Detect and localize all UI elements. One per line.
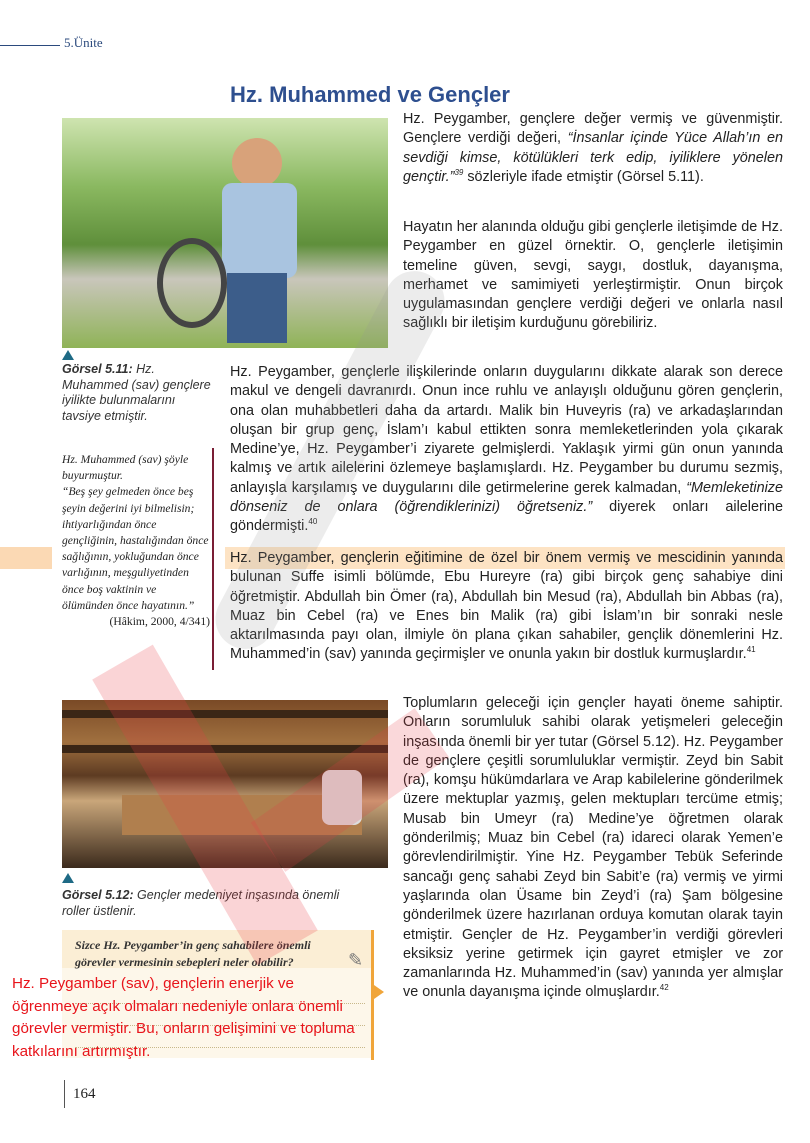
paragraph-4: Hz. Peygamber, gençlerin eğitimine de özel bir önem vermiş ve mescidinin yanında bulunan Suffe isimli bölümde, Ebu Hureyre (ra) gibi birçok genç sahabiye dini öğretmiştir. Abdullah bin Ömer (ra), Abdullah bin Mesud (ra), Abdullah bin Abbas (ra), Muaz bin Cebel (ra) ve Enes bin Malik (ra) gibi İslam’ın bir sonraki nesle aktarılmasında payı olan, ilmiyle ön plana çıkan sahabiler, gençlik dönemlerini Hz. Muhammed’in (sav) yanında geçirmişler ve onunla yakın bir dostluk kurmuşlardır.$^{41}$ [230, 550, 783, 663]
paragraph-5: Toplumların geleceği için gençler hayati öneme sahiptir. Onların sorumluluk sahibi olarak yetişmeleri geleceğin inşasında önemli bir yer tutar (Görsel 5.12). Hz. Peygamber de gençlere çeşitli sorumluluklar vermiştir. Zeyd bin Sabit (ra), komşu hükümdarlara ve Arap kabilelerine gönderilmek üzere mektuplar yazmış, gelen mektupları tercüme etmiş; Musab bin Umeyr (ra) Medine’ye öğretmen olarak gönderilmiş; Muaz bin Cebel (ra) idareci olarak Yemen’e görevlendirilmiştir. Yine Hz. Peygamber Tebük Seferinde sancağı genç sahabi Zeyd bin Sabit’e (ra) vermiş ve yirmi yaşlarında olan Üsame bin Zeyd’i (ra) Şam bölgesine gönderilmek üzere hazırlanan orduya komutan olarak tayin etmiştir. Gençler de Hz. Peygamber’in verdiği görevleri eksiksiz yerine getirmek için gayret etmişler ve zor zamanlarında Hz. Muhammed’in (sav) yanında yer almışlar ve onunla dayanışma içinde olmuşlardır.$^{42}$ [403, 695, 783, 1001]
quote-divider [212, 448, 214, 670]
figure-5-12-caption: Görsel 5.12: Gençler medeniyet inşasında önemli roller üstlenir. [62, 888, 340, 918]
quote-text: “Beş şey gelmeden önce beş şeyin değerini iyi bilmelisin; ihtiyarlığından önce gençliğinin, hastalığından önce sağlığının, yokluğundan önce varlığının, meşguliyetinden önce boş vaktinin ve ölümünden önce hayatının.” [62, 485, 209, 612]
paragraph-2: Hayatın her alanında olduğu gibi gençlerle iletişimde de Hz. Peygamber en güzel örnektir. O, gençlerle iletişimin temeline güven, sevgi, saygı, dostluk, dayanışma, merhamet ve samimiyeti yerleştirmiştir. Onun birçok uygulamasından gençlere verdiği değeri ve onlarla nasıl sağlıklı bir iletişim kurduğunu görebiliriz. [403, 219, 783, 332]
header-rule [0, 45, 60, 46]
unit-label: 5.Ünite [64, 35, 103, 50]
figure-5-11-caption: Görsel 5.11: Hz. Muhammed (sav) gençlere iyilikte bulunmalarını tavsiye etmiştir. [62, 362, 211, 423]
paragraph-3: Hz. Peygamber, gençlerle ilişkilerinde onların duygularını dikkate alarak son derece makul ve dengeli davranırdı. Onun ince ruhlu ve anlayışlı olduğunu gören gençlerin, ona olan muhabbetleri daha da artardı. Malik bin Huveyris (ra) ve arkadaşlarından oluşan bir grup genç, İslam’ı kabul ettikten sonra memleketlerinden yola çıkarak Medine’ye, Hz. Peygamber’i ziyarete gelmişlerdi. Yaklaşık yirmi gün onun yanında kalmış ve artık ailelerini özlemeye başlamışlardı. Hz. Peygamber bu durumu sezmiş, anlayışla karşılamış ve duygularını dile getirmelerine gerek kalmadan, “Memleketinize dönseniz de onlara (öğrendiklerinizi) öğretseniz.” diyerek onları ailelerine göndermişti.$^{40}$ [230, 364, 783, 535]
page-number: 164 [73, 1086, 96, 1102]
pencil-icon: ✎ [348, 950, 364, 970]
paragraph-1: Hz. Peygamber, gençlere değer vermiş ve güvenmiştir. Gençlere verdiği değeri, “İnsanlar içinde Yüce Allah’ın en sevdiği kimse, kötülükleri terk edip, iyiliklere yönelen gençtir.”$^{39}$ sözleriyle ifade etmiştir (Görsel 5.11). [403, 111, 784, 185]
caption-marker-icon [62, 873, 74, 883]
margin-marker [0, 547, 52, 569]
answer-text[interactable]: Hz. Peygamber (sav), gençlerin enerjik ve öğrenmeye açık olmaları nedeniyle onlara önemli görevler vermiştir. Bu, onların gelişimini ve topluma katkılarını artırmıştır. [12, 975, 355, 1060]
caption-marker-icon [62, 350, 74, 360]
page-number-rule [64, 1080, 65, 1108]
question-text: Sizce Hz. Peygamber’in genç sahabilere önemli görevler vermesinin sebepleri neler olabilir? [75, 938, 311, 969]
arrow-icon [374, 985, 384, 999]
hadith-quote [62, 452, 210, 630]
figure-5-11-photo [62, 118, 388, 348]
quote-source: (Hâkim, 2000, 4/341) [109, 615, 210, 629]
quote-intro: Hz. Muhammed (sav) şöyle buyurmuştur. [62, 453, 189, 483]
page-title: Hz. Muhammed ve Gençler [230, 82, 510, 107]
